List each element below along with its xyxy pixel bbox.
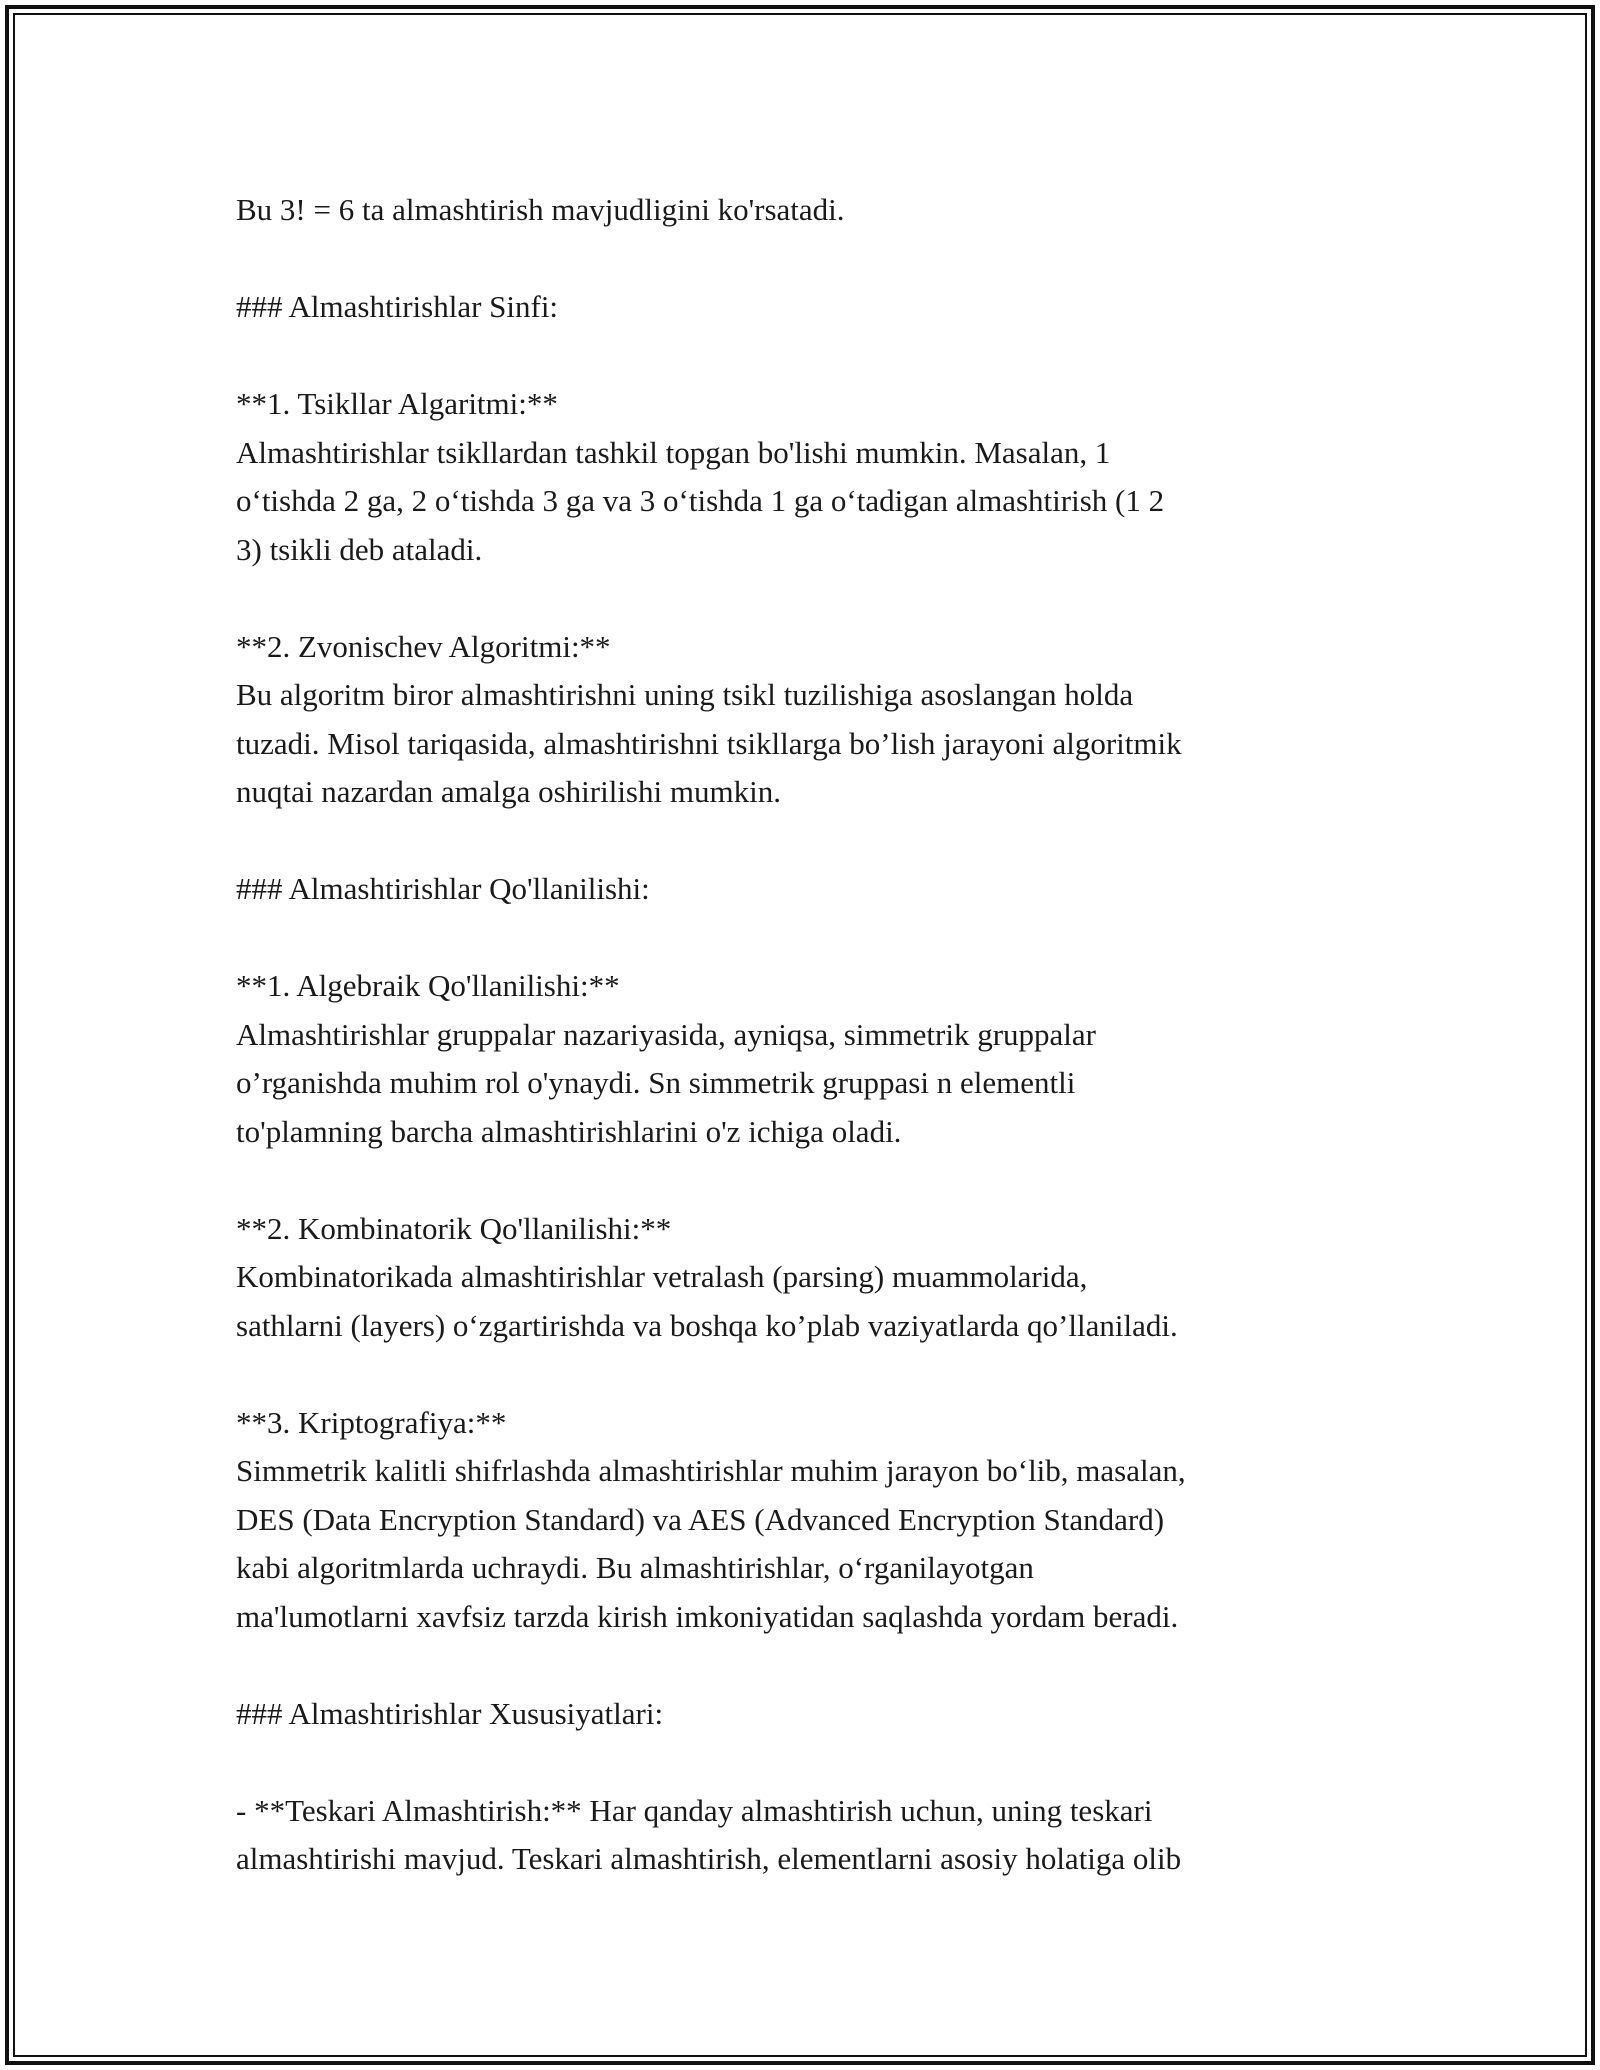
section-heading: ### Almashtirishlar Qo'llanilishi:	[236, 871, 650, 906]
blank-line	[236, 1641, 1366, 1690]
blank-line	[236, 914, 1366, 963]
paragraph-line: sathlarni (layers) o‘zgartirishda va boshqa ko’plab vaziyatlarda qo’llaniladi.	[236, 1307, 1178, 1343]
paragraph-line: tuzadi. Misol tariqasida, almashtirishni tsikllarga bo’lish jarayoni algoritmik	[236, 725, 1182, 761]
subsection-heading: **2. Kombinatorik Qo'llanilishi:**	[236, 1210, 672, 1246]
blank-line	[236, 817, 1366, 866]
blank-line	[236, 1738, 1366, 1787]
subsection-heading: **1. Tsikllar Algaritmi:**	[236, 386, 558, 421]
section-heading: ### Almashtirishlar Xususiyatlari:	[236, 1695, 664, 1731]
paragraph-line: to'plamning barcha almashtirishlarini o'z ichiga oladi.	[236, 1113, 902, 1149]
list-item-line: almashtirishi mavjud. Teskari almashtirish, elementlarni asosiy holatiga olib	[236, 1841, 1182, 1876]
paragraph-line: Bu 3! = 6 ta almashtirish mavjudligini ko'rsatadi.	[236, 192, 845, 227]
paragraph-line: kabi algoritmlarda uchraydi. Bu almashtirishlar, o‘rganilayotgan	[236, 1550, 1034, 1585]
paragraph-line: nuqtai nazardan amalga oshirilishi mumkin.	[236, 774, 781, 809]
paragraph-line: ma'lumotlarni xavfsiz tarzda kirish imkoniyatidan saqlashda yordam beradi.	[236, 1598, 1179, 1634]
paragraph-line: Kombinatorikada almashtirishlar vetralash (parsing) muammolarida,	[236, 1259, 1088, 1294]
paragraph-line: o’rganishda muhim rol o'ynaydi. Sn simmetrik gruppasi n elementli	[236, 1065, 1076, 1100]
list-item-line: - **Teskari Almashtirish:** Har qanday almashtirish uchun, uning teskari	[236, 1792, 1153, 1828]
paragraph-line: Bu algoritm biror almashtirishni uning tsikl tuzilishiga asoslangan holda	[236, 677, 1134, 712]
subsection-heading: **3. Kriptografiya:**	[236, 1404, 507, 1440]
subsection-heading: **2. Zvonischev Algoritmi:**	[236, 628, 611, 664]
blank-line	[236, 1156, 1366, 1205]
paragraph-line: o‘tishda 2 ga, 2 o‘tishda 3 ga va 3 o‘tishda 1 ga o‘tadigan almashtirish (1 2	[236, 483, 1165, 518]
blank-line	[236, 235, 1366, 284]
paragraph-line: Almashtirishlar tsikllardan tashkil topgan bo'lishi mumkin. Masalan, 1	[236, 434, 1111, 470]
blank-line	[236, 1350, 1366, 1399]
paragraph-line: Simmetrik kalitli shifrlashda almashtirishlar muhim jarayon bo‘lib, masalan,	[236, 1453, 1186, 1488]
paragraph-line: DES (Data Encryption Standard) va AES (Advanced Encryption Standard)	[236, 1501, 1165, 1537]
section-heading: ### Almashtirishlar Sinfi:	[236, 289, 559, 324]
paragraph-line: 3) tsikli deb ataladi.	[236, 531, 483, 567]
blank-line	[236, 332, 1366, 381]
document-body	[236, 186, 1366, 1884]
subsection-heading: **1. Algebraik Qo'llanilishi:**	[236, 968, 620, 1003]
blank-line	[236, 574, 1366, 623]
paragraph-line: Almashtirishlar gruppalar nazariyasida, ayniqsa, simmetrik gruppalar	[236, 1016, 1096, 1052]
